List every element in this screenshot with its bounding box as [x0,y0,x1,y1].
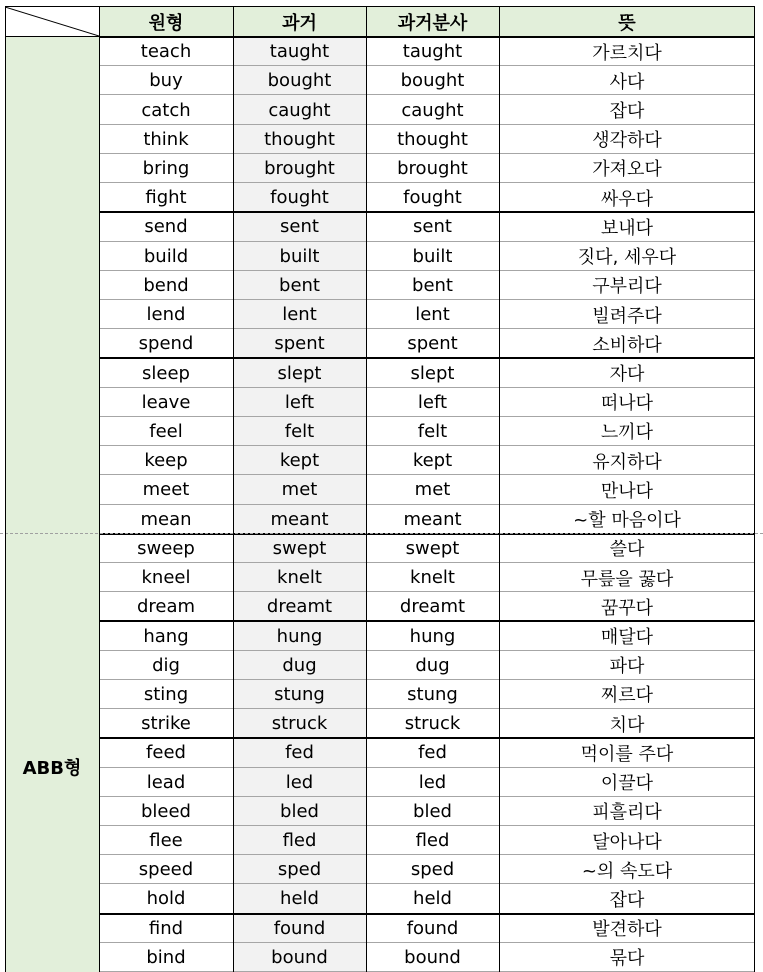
cell-meaning[interactable]: 빌려주다 [499,300,755,329]
column-divider [233,6,234,972]
column-divider [5,6,6,972]
cell-past[interactable]: bound [233,943,366,972]
cell-past[interactable]: meant [233,505,366,534]
cell-past[interactable]: met [233,475,366,504]
row-divider [99,182,755,183]
cell-base[interactable]: bring [99,154,233,183]
row-divider [99,328,755,329]
row-divider [99,299,755,300]
cell-past-participle[interactable]: held [366,884,499,913]
cell-past-participle[interactable]: left [366,388,499,417]
corner-cell[interactable] [5,7,99,36]
cell-meaning[interactable]: 치다 [499,709,755,738]
cell-past[interactable]: lent [233,300,366,329]
cell-meaning[interactable]: 달아나다 [499,826,755,855]
cell-past-participle[interactable]: fought [366,183,499,212]
cell-past-participle[interactable]: meant [366,505,499,534]
row-divider [99,270,755,271]
cell-base[interactable]: dream [99,592,233,621]
cell-meaning[interactable]: 이끌다 [499,768,755,797]
cell-meaning[interactable]: 매달다 [499,621,755,650]
cell-past[interactable]: dreamt [233,592,366,621]
cell-past[interactable]: led [233,768,366,797]
row-divider [99,94,755,95]
cell-past[interactable]: found [233,914,366,943]
group-divider [99,737,755,739]
cell-meaning[interactable]: 떠나다 [499,388,755,417]
cell-past-participle[interactable]: lent [366,300,499,329]
cell-past[interactable]: dug [233,651,366,680]
cell-past-participle[interactable]: thought [366,125,499,154]
row-divider [99,767,755,768]
cell-past-participle[interactable]: hung [366,621,499,650]
cell-meaning[interactable]: 찌르다 [499,680,755,709]
cell-past-participle[interactable]: swept [366,534,499,563]
cell-past-participle[interactable]: slept [366,358,499,387]
cell-past-participle[interactable]: dug [366,651,499,680]
cell-past-participle[interactable]: bought [366,66,499,95]
cell-meaning[interactable]: 가져오다 [499,154,755,183]
row-divider [99,504,755,505]
cell-base[interactable]: sleep [99,358,233,387]
cell-past[interactable]: felt [233,417,366,446]
row-divider [99,796,755,797]
row-divider [99,445,755,446]
cell-base[interactable]: feel [99,417,233,446]
cell-base[interactable]: lead [99,768,233,797]
cell-meaning[interactable]: 꿈꾸다 [499,592,755,621]
cell-meaning[interactable]: ~할 마음이다 [499,505,755,534]
cell-base[interactable]: bind [99,943,233,972]
cell-meaning[interactable]: 소비하다 [499,329,755,358]
row-divider [99,387,755,388]
cell-past-participle[interactable]: spent [366,329,499,358]
row-divider [99,708,755,709]
cell-base[interactable]: sweep [99,534,233,563]
header-past-participle[interactable]: 과거분사 [366,7,499,36]
cell-base[interactable]: hang [99,621,233,650]
cell-past[interactable]: swept [233,534,366,563]
cell-past-participle[interactable]: caught [366,95,499,124]
cell-past-participle[interactable]: taught [366,37,499,66]
cell-base[interactable]: hold [99,884,233,913]
cell-past[interactable]: hung [233,621,366,650]
cell-base[interactable]: fight [99,183,233,212]
cell-base[interactable]: bend [99,271,233,300]
header-base[interactable]: 원형 [99,7,233,36]
cell-base[interactable]: speed [99,855,233,884]
cell-base[interactable]: strike [99,709,233,738]
cell-past-participle[interactable]: bled [366,797,499,826]
cell-past-participle[interactable]: built [366,242,499,271]
cell-past[interactable]: fought [233,183,366,212]
cell-base[interactable]: lend [99,300,233,329]
cell-past[interactable]: spent [233,329,366,358]
group-divider [99,913,755,915]
cell-past-participle[interactable]: knelt [366,563,499,592]
cell-meaning[interactable]: 구부리다 [499,271,755,300]
cell-meaning[interactable]: 만나다 [499,475,755,504]
cell-past-participle[interactable]: felt [366,417,499,446]
cell-base[interactable]: find [99,914,233,943]
cell-past[interactable]: stung [233,680,366,709]
row-divider [99,883,755,884]
cell-base[interactable]: buy [99,66,233,95]
cell-past-participle[interactable]: bound [366,943,499,972]
cell-meaning[interactable]: 보내다 [499,212,755,241]
group-divider [99,357,755,359]
cell-base[interactable]: spend [99,329,233,358]
group-cell[interactable] [5,36,99,972]
column-divider [499,6,500,972]
cell-base[interactable]: dig [99,651,233,680]
cell-past-participle[interactable]: dreamt [366,592,499,621]
cell-base[interactable]: build [99,242,233,271]
cell-past[interactable]: held [233,884,366,913]
cell-meaning[interactable]: 사다 [499,66,755,95]
cell-meaning[interactable]: 유지하다 [499,446,755,475]
cell-base[interactable]: send [99,212,233,241]
cell-past[interactable]: bought [233,66,366,95]
cell-meaning[interactable]: 생각하다 [499,125,755,154]
cell-past[interactable]: built [233,242,366,271]
cell-past[interactable]: slept [233,358,366,387]
cell-meaning[interactable]: 가르치다 [499,37,755,66]
cell-meaning[interactable]: 쓸다 [499,534,755,563]
cell-meaning[interactable]: 싸우다 [499,183,755,212]
row-divider [99,942,755,943]
cell-base[interactable]: leave [99,388,233,417]
cell-past[interactable]: knelt [233,563,366,592]
cell-base[interactable]: meet [99,475,233,504]
cell-meaning[interactable]: 파다 [499,651,755,680]
group-divider [99,36,755,38]
cell-base[interactable]: think [99,125,233,154]
cell-meaning[interactable]: 느끼다 [499,417,755,446]
cell-meaning[interactable]: 묶다 [499,943,755,972]
row-divider [99,679,755,680]
cell-past[interactable]: taught [233,37,366,66]
group-divider [99,620,755,622]
header-meaning[interactable]: 뜻 [499,7,755,36]
cell-meaning[interactable]: ~의 속도다 [499,855,755,884]
cell-base[interactable]: kneel [99,563,233,592]
row-divider [99,124,755,125]
cell-past[interactable]: caught [233,95,366,124]
cell-base[interactable]: bleed [99,797,233,826]
cell-base[interactable]: keep [99,446,233,475]
cell-past-participle[interactable]: fed [366,738,499,767]
cell-base[interactable]: flee [99,826,233,855]
row-divider [99,825,755,826]
cell-past-participle[interactable]: bent [366,271,499,300]
cell-past[interactable]: struck [233,709,366,738]
cell-past[interactable]: bent [233,271,366,300]
cell-past[interactable]: kept [233,446,366,475]
row-divider [99,416,755,417]
cell-past-participle[interactable]: led [366,768,499,797]
cell-base[interactable]: sting [99,680,233,709]
row-divider [99,65,755,66]
row-divider [99,153,755,154]
row-divider [99,650,755,651]
cell-base[interactable]: catch [99,95,233,124]
cell-past-participle[interactable]: sped [366,855,499,884]
cell-past[interactable]: fled [233,826,366,855]
cell-meaning[interactable]: 자다 [499,358,755,387]
cell-past-participle[interactable]: brought [366,154,499,183]
cell-meaning[interactable]: 잡다 [499,884,755,913]
cell-meaning[interactable]: 잡다 [499,95,755,124]
cell-past-participle[interactable]: sent [366,212,499,241]
row-divider [99,474,755,475]
cell-base[interactable]: feed [99,738,233,767]
cell-meaning[interactable]: 짓다, 세우다 [499,242,755,271]
cell-past[interactable]: sent [233,212,366,241]
row-divider [99,241,755,242]
cell-past-participle[interactable]: struck [366,709,499,738]
cell-past[interactable]: fed [233,738,366,767]
cell-past[interactable]: sped [233,855,366,884]
cell-past[interactable]: bled [233,797,366,826]
header-top-border [5,6,755,7]
cell-past-participle[interactable]: stung [366,680,499,709]
cell-meaning[interactable]: 무릎을 꿇다 [499,563,755,592]
header-past[interactable]: 과거 [233,7,366,36]
cell-meaning[interactable]: 먹이를 주다 [499,738,755,767]
group-header-border [5,36,99,37]
row-divider [99,562,755,563]
cell-meaning[interactable]: 발견하다 [499,914,755,943]
cell-past[interactable]: thought [233,125,366,154]
cell-past[interactable]: left [233,388,366,417]
page-break-line [0,533,763,534]
column-divider [754,6,755,972]
group-divider [99,211,755,213]
column-divider [99,6,100,972]
cell-past-participle[interactable]: kept [366,446,499,475]
cell-base[interactable]: mean [99,505,233,534]
diagonal-line-icon [5,7,99,36]
group-label: ABB형 [22,758,82,779]
cell-past-participle[interactable]: found [366,914,499,943]
cell-meaning[interactable]: 피흘리다 [499,797,755,826]
row-divider [99,854,755,855]
cell-past[interactable]: brought [233,154,366,183]
cell-past-participle[interactable]: fled [366,826,499,855]
column-divider [366,6,367,972]
row-divider [99,591,755,592]
cell-base[interactable]: teach [99,37,233,66]
cell-past-participle[interactable]: met [366,475,499,504]
